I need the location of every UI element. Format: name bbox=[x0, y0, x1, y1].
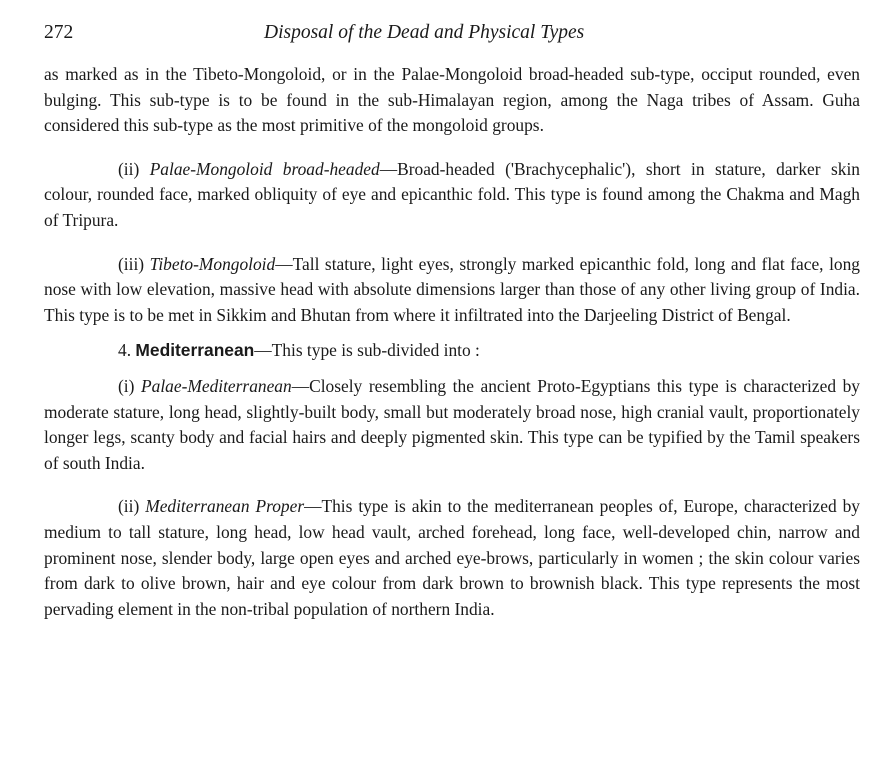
type-term: Palae-Mediterranean bbox=[141, 375, 292, 396]
page-number: 272 bbox=[44, 22, 74, 43]
type-term: Palae-Mongoloid broad-headed bbox=[149, 158, 380, 179]
paragraph-text: —Tall stature, light eyes, strongly marked epicanthic fold, long and flat face, long nose with low elevation, massive head with absolute dimensions larger than those of any other living group of India. This type is to be met in Sikkim and Bhutan from where it infiltrated into the Darjeeling District of Bengal. bbox=[44, 253, 860, 325]
item-marker: (iii) bbox=[118, 253, 145, 274]
item-marker: (i) bbox=[118, 375, 135, 396]
paragraph-text: —This type is akin to the mediterranean peoples of, Europe, characterized by medium to tall stature, long head, low head vault, arched forehead, long face, well-developed chin, narrow and prominent nose, slender body, large open eyes and arched eye-brows, particularly in women ; the skin colour varies from dark to olive brown, hair and eye colour from dark brown to brownish black. This type represents the most pervading element in the non-tribal population of northern India. bbox=[44, 496, 861, 619]
paragraph-text: —This type is sub-divided into : bbox=[254, 340, 480, 361]
type-term: Mediterranean Proper bbox=[145, 496, 305, 517]
running-title: Disposal of the Dead and Physical Types bbox=[264, 22, 585, 43]
section-marker: 4. bbox=[118, 340, 132, 361]
paragraph-text: —Closely resembling the ancient Proto-Egyptians this type is characterized by moderate stature, long head, slightly-built body, small but moderately broad nose, high cranial vault, proportionately longer legs, scanty body and facial hairs and deeply pigmented skin. This type can be typified by the Tamil speakers of south India. bbox=[44, 375, 860, 473]
type-term: Tibeto-Mongoloid bbox=[149, 253, 276, 274]
paragraph-palae-mediterranean bbox=[44, 374, 860, 476]
paragraph-text: —Broad-headed ('Brachycephalic'), short in stature, darker skin colour, rounded face, marked obliquity of eye and epicanthic fold. This type is found among the Chakma and Magh of Tripura. bbox=[44, 158, 860, 230]
paragraph-palae-mongoloid-broad-headed bbox=[44, 157, 860, 234]
section-heading-term: Mediterranean bbox=[135, 340, 255, 361]
paragraph-tibeto-mongoloid bbox=[44, 252, 860, 329]
paragraph-mediterranean-proper bbox=[44, 494, 860, 622]
paragraph-mediterranean-heading bbox=[44, 338, 860, 364]
page-header bbox=[44, 22, 834, 50]
paragraph-continuation bbox=[44, 62, 860, 139]
item-marker: (ii) bbox=[118, 496, 140, 517]
paragraph-text: as marked as in the Tibeto-Mongoloid, or in the Palae-Mongoloid broad-headed sub-type, occiput rounded, even bulging. This sub-type is to be found in the sub-Himalayan region, among the Naga tribes of Assam. Guha considered this sub-type as the most primitive of the mongoloid groups. bbox=[44, 64, 860, 136]
body-text bbox=[44, 62, 860, 622]
item-marker: (ii) bbox=[118, 158, 140, 179]
